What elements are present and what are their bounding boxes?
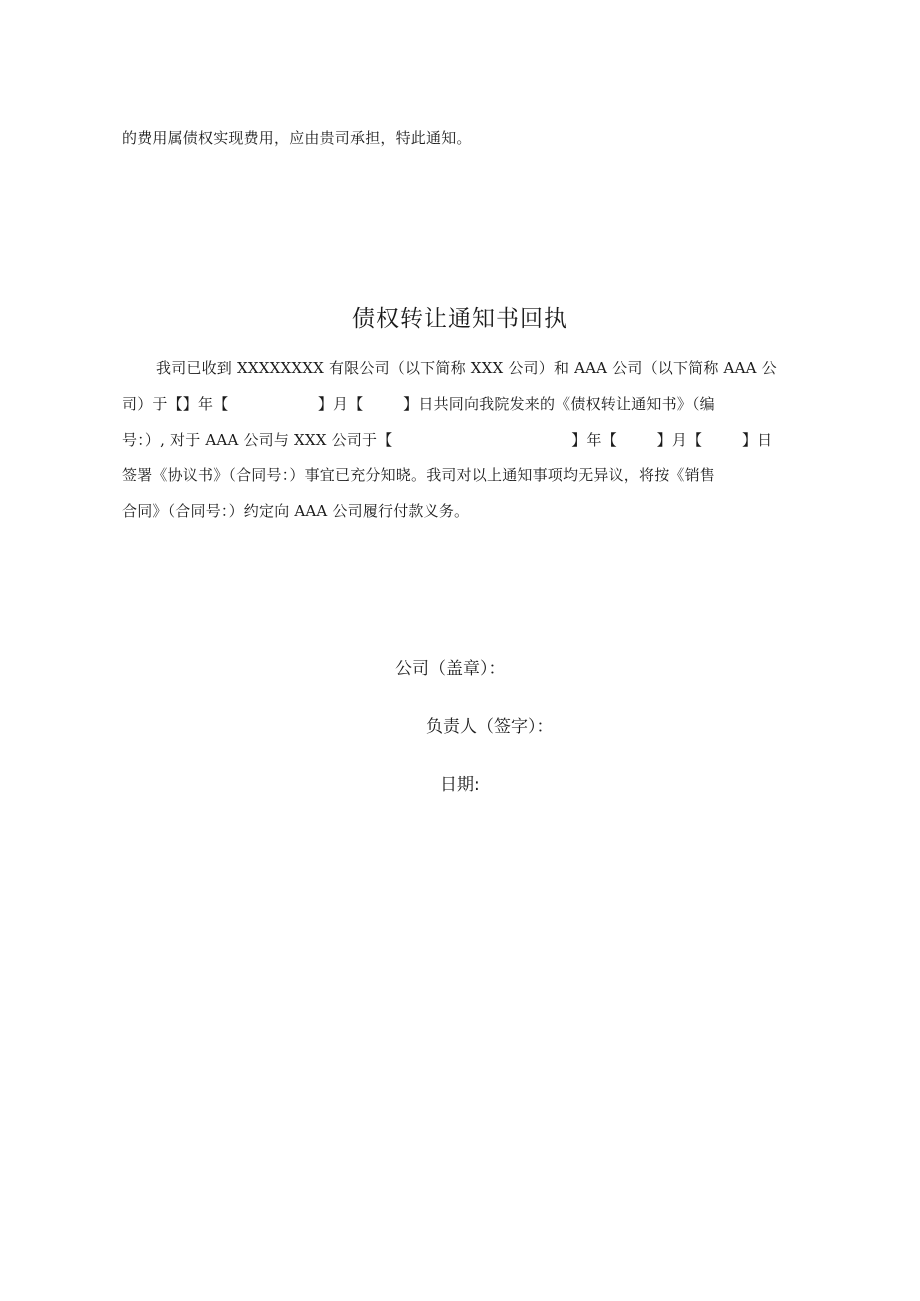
receipt-body-line-5: 合同》（合同号：）约定向 AAA 公司履行付款义务。 [122,502,470,520]
receipt-body-line-4: 签署《协议书》（合同号：）事宜已充分知晓。我司对以上通知事项均无异议，将按《销售 [122,466,716,484]
receipt-body-line-3: 号：）, 对于 AAA 公司与 XXX 公司于【 】年【 】月【 】日 [122,431,773,449]
responsible-person-signature-label: 负责人（签字）： [426,717,554,737]
date-label: 日期: [440,775,480,795]
receipt-title: 债权转让通知书回执 [352,306,568,332]
receipt-body-line-1: 我司已收到 XXXXXXXX 有限公司（以下简称 XXX 公司）和 AAA 公司（以下简称 AAA 公 [156,359,777,377]
company-seal-label: 公司（盖章）： [395,659,506,679]
previous-page-continuation: 的费用属债权实现费用，应由贵司承担，特此通知。 [122,129,472,147]
receipt-body-line-2: 司）于【】年【 】月【 】日共同向我院发来的《债权转让通知书》（编 [122,395,715,413]
